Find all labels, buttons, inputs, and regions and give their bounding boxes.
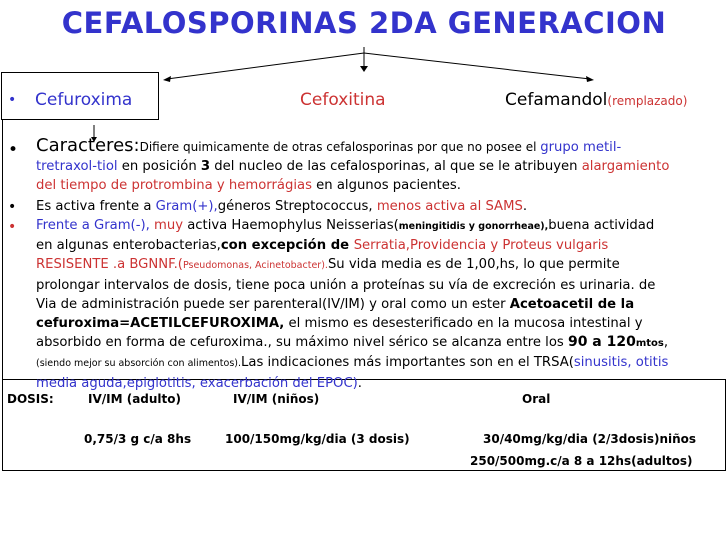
frente-l3small: Pseudomonas, Acinetobacter). <box>182 260 328 272</box>
frente-l7b: 90 a 120 <box>567 334 636 351</box>
frente-l1d: buena actividad <box>548 218 655 233</box>
bullet: • <box>8 199 17 215</box>
frente-l2a: en algunas enterobacterias, <box>36 238 221 254</box>
caracteres-label: Caracteres: <box>36 135 140 156</box>
bullet: • <box>8 219 17 235</box>
frente-paragraph <box>36 216 718 393</box>
frente-l2c: Serratia,Providencia y Proteus vulgaris <box>353 238 609 254</box>
caracteres-text-1: Difiere quimicamente de otras cefalosporinas por que no posee el <box>139 140 541 154</box>
arrow-line-left <box>167 53 364 79</box>
drug-cefuroxima: Cefuroxima <box>35 90 133 110</box>
frente-l8c: sinusitis, otitis <box>573 355 669 371</box>
frente-l3b: Su vida media es de 1,00,hs, lo que permite <box>327 257 620 273</box>
caracteres-text-4: en algunos pacientes. <box>311 178 461 194</box>
caracteres-paragraph <box>36 136 718 196</box>
frente-l7c: mtos <box>635 338 664 350</box>
frente-l6a: cefuroxima=ACETILCEFUROXIMA, <box>36 316 285 332</box>
frente-l3a: RESISENTE .a BGNNF.( <box>36 257 183 273</box>
frente-l1b: muy <box>149 218 183 233</box>
bullet: • <box>8 92 17 108</box>
dosis-value-adulto: 0,75/3 g c/a 8hs <box>84 432 192 446</box>
activa-gram: Gram(+), <box>155 199 218 214</box>
activa-text-1: Es activa frente a <box>36 199 156 214</box>
frente-l6b: el mismo es desesterificado en la mucosa intestinal y <box>284 316 643 332</box>
dosis-header-oral: Oral <box>522 392 551 406</box>
frente-l7d: , <box>663 335 669 351</box>
activa-sams: menos activa al SAMS <box>376 199 523 214</box>
caracteres-text-3: del nucleo de las cefalosporinas, al que se le atribuyen <box>210 159 582 175</box>
caracteres-num: 3 <box>200 159 211 175</box>
activa-paragraph <box>36 197 718 216</box>
caracteres-text-2: en posición <box>117 159 201 175</box>
frente-l2b: con excepción de <box>220 238 354 254</box>
dosis-label: DOSIS: <box>7 392 54 406</box>
arrow-head-center <box>360 66 368 72</box>
frente-l5b: Acetoacetil de la <box>509 296 635 312</box>
activa-text-3: . <box>522 199 528 214</box>
arrow-line-right <box>364 53 590 79</box>
alargamiento-1: alargamiento <box>581 159 670 175</box>
frente-l1c: activa Haemophylus Neisserias( <box>183 218 399 233</box>
dosis-header-ivim-ninos: IV/IM (niños) <box>233 392 320 406</box>
arrow-head-right <box>586 76 594 82</box>
frente-l4: prolongar intervalos de dosis, tiene poca unión a proteínas su vía de excreción es urinaria. de <box>36 277 656 293</box>
arrow-head-left <box>163 76 171 82</box>
frente-l5a: Via de administración puede ser parenteral(IV/IM) y oral como un ester <box>36 296 510 312</box>
grupo-metil: grupo metil- <box>540 140 622 155</box>
page-title: CEFALOSPORINAS 2DA GENERACION <box>61 6 667 40</box>
dosis-value-oral-ninos: 30/40mg/kg/dia (2/3dosis)niños <box>483 432 697 446</box>
dosis-value-oral-adultos: 250/500mg.c/a 8 a 12hs(adultos) <box>470 454 693 468</box>
dosis-header-ivim-adulto: IV/IM (adulto) <box>88 392 182 406</box>
dosis-value-ninos: 100/150mg/kg/dia (3 dosis) <box>225 432 410 446</box>
activa-text-2: géneros Streptococcus, <box>217 199 377 214</box>
drug-cefamandol <box>505 90 687 110</box>
drug-cefamandol-note: (remplazado) <box>607 94 688 108</box>
frente-l8b: Las indicaciones más importantes son en el TRSA( <box>241 355 574 371</box>
bullet: • <box>8 140 19 160</box>
drug-cefamandol-name: Cefamandol <box>505 90 608 110</box>
tetrazol-tiol: tretraxol-tiol <box>36 159 118 175</box>
frente-l7a: absorbido en forma de cefuroxima., su máximo nivel sérico se alcanza entre los <box>36 335 568 351</box>
frente-l9a: media aguda,epiglotitis, exacerbación del EPOC) <box>36 375 358 391</box>
frente-l9b: . <box>357 375 362 391</box>
alargamiento-2: del tiempo de protrombina y hemorrágias <box>36 178 312 194</box>
frente-l1small: meningitidis y gonorrheae), <box>398 221 549 232</box>
frente-l1a: Frente a Gram(-), <box>36 218 150 233</box>
drug-cefoxitina: Cefoxitina <box>300 90 386 110</box>
frente-l8a: (siendo mejor su absorción con alimentos). <box>36 358 242 370</box>
